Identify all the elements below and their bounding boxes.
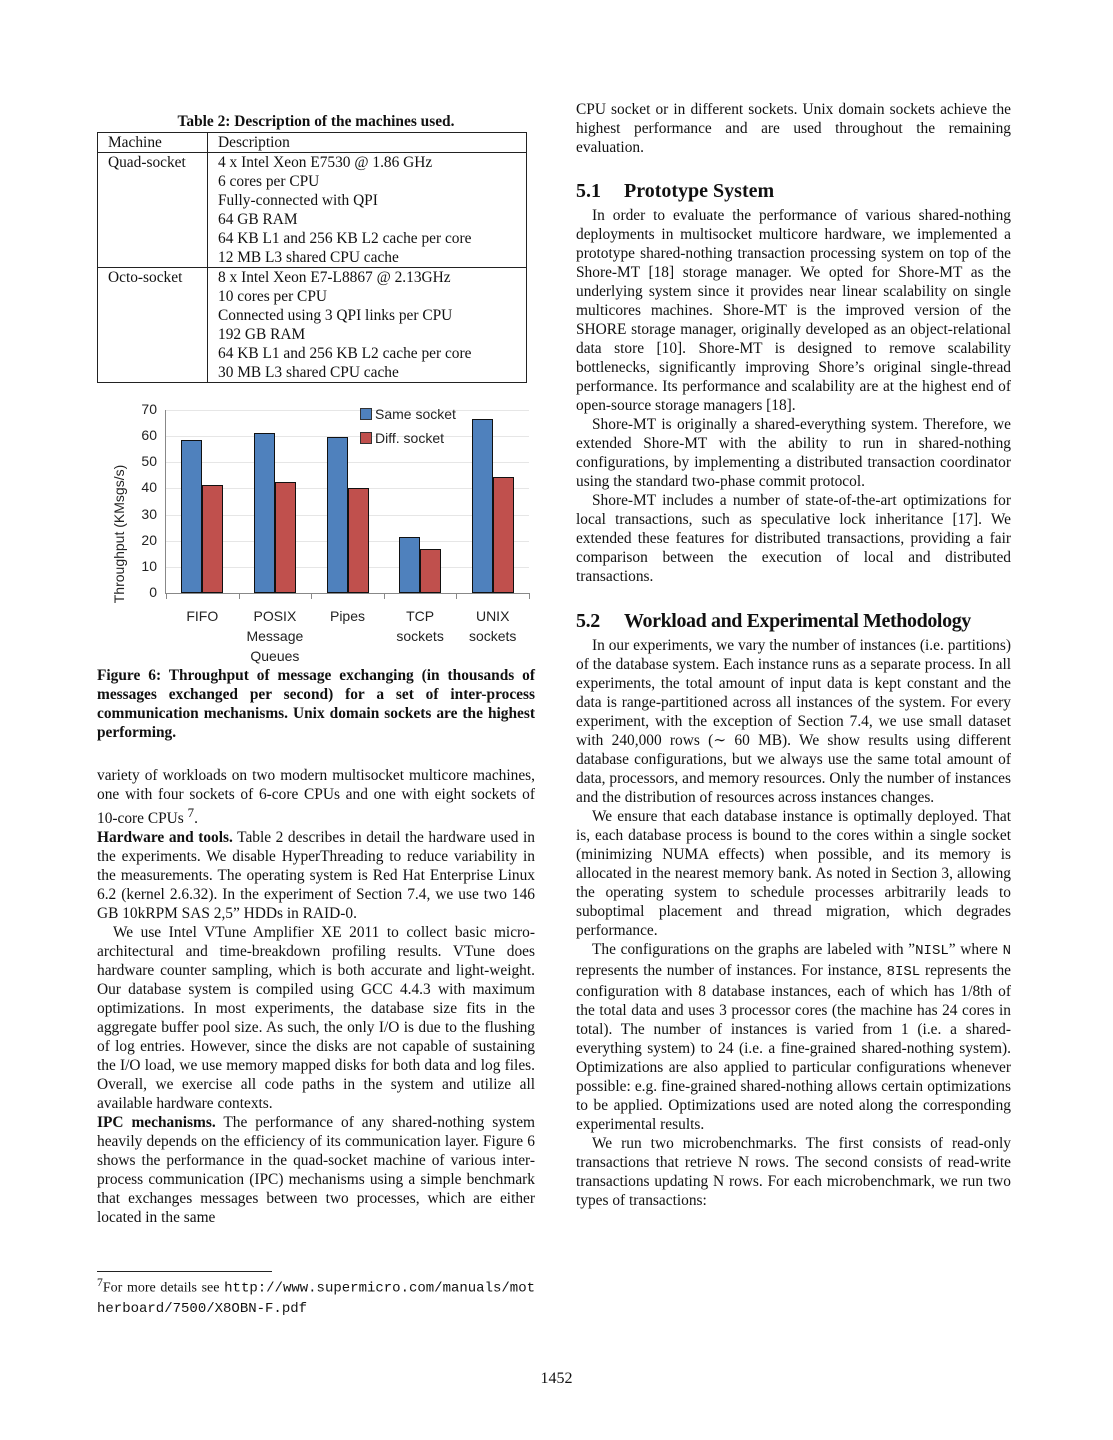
x-category-label: FIFO [186, 608, 219, 624]
bar-same-socket [327, 437, 348, 593]
machine-name: Octo-socket [98, 268, 208, 383]
x-category-label: UNIX sockets [468, 608, 517, 644]
x-tick [456, 593, 457, 599]
x-category-label: POSIX Message Queues [246, 608, 304, 664]
right-column-text [576, 100, 1011, 1210]
left-column-text [97, 766, 535, 1227]
plot-area [141, 401, 529, 664]
section-heading-5-2: 5.2 Workload and Experimental Methodology [576, 610, 971, 632]
paragraph: Shore-MT includes a number of state-of-the-art optimizations for local transactions, such as speculative lock inheritance [17]. We extended these features for distributed transactions, providing a fair comparison between the execution of local and distributed transactions. [576, 492, 1011, 585]
table-header-description: Description [208, 133, 527, 153]
legend-label: Diff. socket [375, 430, 444, 446]
description-line: 30 MB L3 shared CPU cache [218, 364, 399, 381]
x-category-label: TCP sockets [396, 608, 444, 644]
machines-table [97, 132, 527, 383]
y-axis-label: Throughput (KMsgs/s) [111, 464, 127, 604]
y-tick-label: 20 [141, 531, 157, 548]
throughput-bar-chart [97, 398, 537, 666]
table-header-machine: Machine [98, 133, 208, 153]
legend-label: Same socket [375, 406, 456, 422]
paragraph: In our experiments, we vary the number of instances (i.e. partitions) of the database system. Each instance runs as a separate process. In all experiments, the total amount of input data is kept constant and the data is range-partitioned across all instances of the system. For every experiment, with the exception of Section 7.4, we use small dataset with 240,000 rows (∼ 60 MB). We show results using different database configurations, but we always use the same total amount of data, processors, and memory resources. Only the number of instances and the distribution of resources across instances changes. [576, 637, 1011, 806]
paragraph-heading: IPC mechanisms. [97, 1114, 216, 1132]
description-line: 64 KB L1 and 256 KB L2 cache per core [218, 230, 472, 247]
chart-legend [360, 402, 456, 450]
description-line: 64 KB L1 and 256 KB L2 cache per core [218, 345, 472, 362]
y-tick-label: 0 [149, 584, 157, 600]
paragraph-ipc: IPC mechanisms. The performance of any shared-nothing system heavily depends on the efficiency of its communication layer. Figure 6 shows the performance in the quad-socket machine of various inter-process communication (IPC) mechanisms using a simple benchmark that exchanges messages between two processes, which are either located in the same [97, 1114, 536, 1227]
footnote-mark: 7 [187, 806, 195, 820]
paragraph: We run two microbenchmarks. The first consists of read-only transactions that retrieve N rows. The second consists of read-write transactions updating N rows. For each microbenchmark, we run two types of transactions: [576, 1135, 1011, 1209]
paragraph: CPU socket or in different sockets. Unix domain sockets achieve the highest performance and are used throughout the remaining evaluation. [576, 101, 1011, 156]
x-tick [529, 593, 530, 599]
footnote-divider [97, 1271, 272, 1272]
x-tick [311, 593, 312, 599]
page-number: 1452 [540, 1370, 573, 1387]
bar-diff-socket [493, 477, 514, 593]
paragraph: variety of workloads on two modern multisocket multicore machines, one with four sockets of 6-core CPUs and one with eight sockets of 10-core CPUs $^7$. [97, 767, 535, 828]
bar-same-socket [181, 440, 202, 593]
section-heading-5-1: 5.1 Prototype System [576, 180, 775, 202]
paragraph: The configurations on the graphs are labeled with ”NISL” where N represents the number of instances. For instance, 8ISL represents the configuration with 8 database instances, each of which has 1/8th of the total data and uses 3 processor cores (the machine has 24 cores in total). The number of instances is varied from 1 (i.e. a shared-everything system) to 24 (i.e. a fine-grained shared-nothing system). Optimizations are also applied to particular configurations whenever possible: e.g. fine-grained shared-nothing allows certain optimizations to be applied. Optimizations used are noted along the corresponding experimental results. [576, 941, 1012, 1133]
figure-caption: Figure 6: Throughput of message exchanging (in thousands of messages exchanged per second) for a set of inter-process communication mechanisms. Unix domain sockets are the highest performing. [97, 667, 535, 741]
footnote: $^7$For more details see http://www.supermicro.com/manuals/motherboard/7500/X8OBN-F.pdf [97, 1276, 535, 1317]
bar-diff-socket [348, 488, 369, 593]
y-tick-label: 30 [141, 505, 157, 522]
bar-same-socket [254, 433, 275, 593]
description-line: 192 GB RAM [218, 326, 306, 343]
y-tick-label: 10 [141, 557, 157, 574]
x-tick [166, 593, 167, 599]
description-line: Fully-connected with QPI [218, 192, 378, 209]
y-tick-label: 40 [141, 479, 157, 496]
y-tick-label: 50 [141, 453, 157, 470]
paragraph: Shore-MT is originally a shared-everything system. Therefore, we extended Shore-MT with the ability to run in shared-nothing configurations, by implementing a distributed transaction coordinator using the standard two-phase commit protocol. [576, 416, 1011, 490]
description-line: 6 cores per CPU [218, 173, 320, 190]
x-tick [384, 593, 385, 599]
machine-name: Quad-socket [98, 153, 208, 268]
description-line: 10 cores per CPU [218, 288, 327, 305]
description-line: 64 GB RAM [218, 211, 298, 228]
table-row [98, 153, 527, 268]
description-line: 8 x Intel Xeon E7-L8867 @ 2.13GHz [218, 269, 451, 286]
bar-diff-socket [275, 482, 296, 593]
y-tick-label: 70 [141, 401, 157, 417]
footnote-url[interactable]: http://www.supermicro.com/manuals/motherboard/7500/X8OBN-F.pdf [97, 1280, 535, 1317]
paragraph: In order to evaluate the performance of various shared-nothing deployments in multisocket multicore hardware, we implemented a prototype shared-nothing transaction processing system on top of the Shore-MT [18] storage manager. We opted for Shore-MT as the underlying system since it provides near linear scalability on single multicores machines. Shore-MT is the improved version of the SHORE storage manager, originally developed as an object-relational data store [10]. Shore-MT is designed to remove scalability bottlenecks, significantly improving Shore’s original single-thread performance. Its performance and scalability are at the highest end of open-source storage managers [18]. [576, 207, 1011, 414]
x-tick [239, 593, 240, 599]
paragraph: We ensure that each database instance is optimally deployed. That is, each database process is bound to the cores within a single socket (minimizing NUMA effects) when possible, and its memory is allocated in the nearest memory bank. As noted in Section 3, allowing the operating system to schedule processes arbitrarily leads to suboptimal placement and thread migration, which degrades performance. [576, 808, 1011, 939]
machine-description [208, 153, 527, 268]
legend-item-diff-socket [360, 426, 456, 450]
bar-same-socket [472, 419, 493, 593]
bar-diff-socket [420, 549, 441, 593]
paragraph-heading: Hardware and tools. [97, 829, 233, 847]
bar-same-socket [399, 537, 420, 593]
description-line: 4 x Intel Xeon E7530 @ 1.86 GHz [218, 154, 433, 171]
table-caption: Table 2: Description of the machines used. [177, 113, 455, 130]
description-line: Connected using 3 QPI links per CPU [218, 307, 453, 324]
machine-description [208, 268, 527, 383]
paragraph-vtune: We use Intel VTune Amplifier XE 2011 to collect basic micro-architectural and time-breakdown profiling results. VTune does hardware counter sampling, which is both accurate and light-weight. Our database system is compiled using GCC 4.4.3 with maximum optimizations. In most experiments, the database size fits in the aggregate buffer pool size. As such, the only I/O is due to the flushing of log entries. However, since the disks are not capable of sustaining the I/O load, we use memory mapped disks for both data and log files. Overall, we exercise all code paths in the system and utilize all available hardware contexts. [97, 924, 535, 1113]
table-row [98, 268, 527, 383]
x-category-label: Pipes [329, 608, 366, 624]
paragraph-hardware: Hardware and tools. Table 2 describes in detail the hardware used in the experiments. We disable HyperThreading to reduce variability in the measurements. The operating system is Red Hat Enterprise Linux 6.2 (kernel 2.6.32). In the experiment of Section 7.4, we use two 146 GB 10kRPM SAS 2,5” HDDs in RAID-0. [97, 829, 535, 923]
legend-item-same-socket [360, 402, 456, 426]
legend-swatch-icon [360, 432, 372, 444]
bar-diff-socket [202, 485, 223, 593]
legend-swatch-icon [360, 408, 372, 420]
y-tick-label: 60 [141, 427, 157, 444]
description-line: 12 MB L3 shared CPU cache [218, 249, 399, 266]
gridline [166, 410, 529, 411]
